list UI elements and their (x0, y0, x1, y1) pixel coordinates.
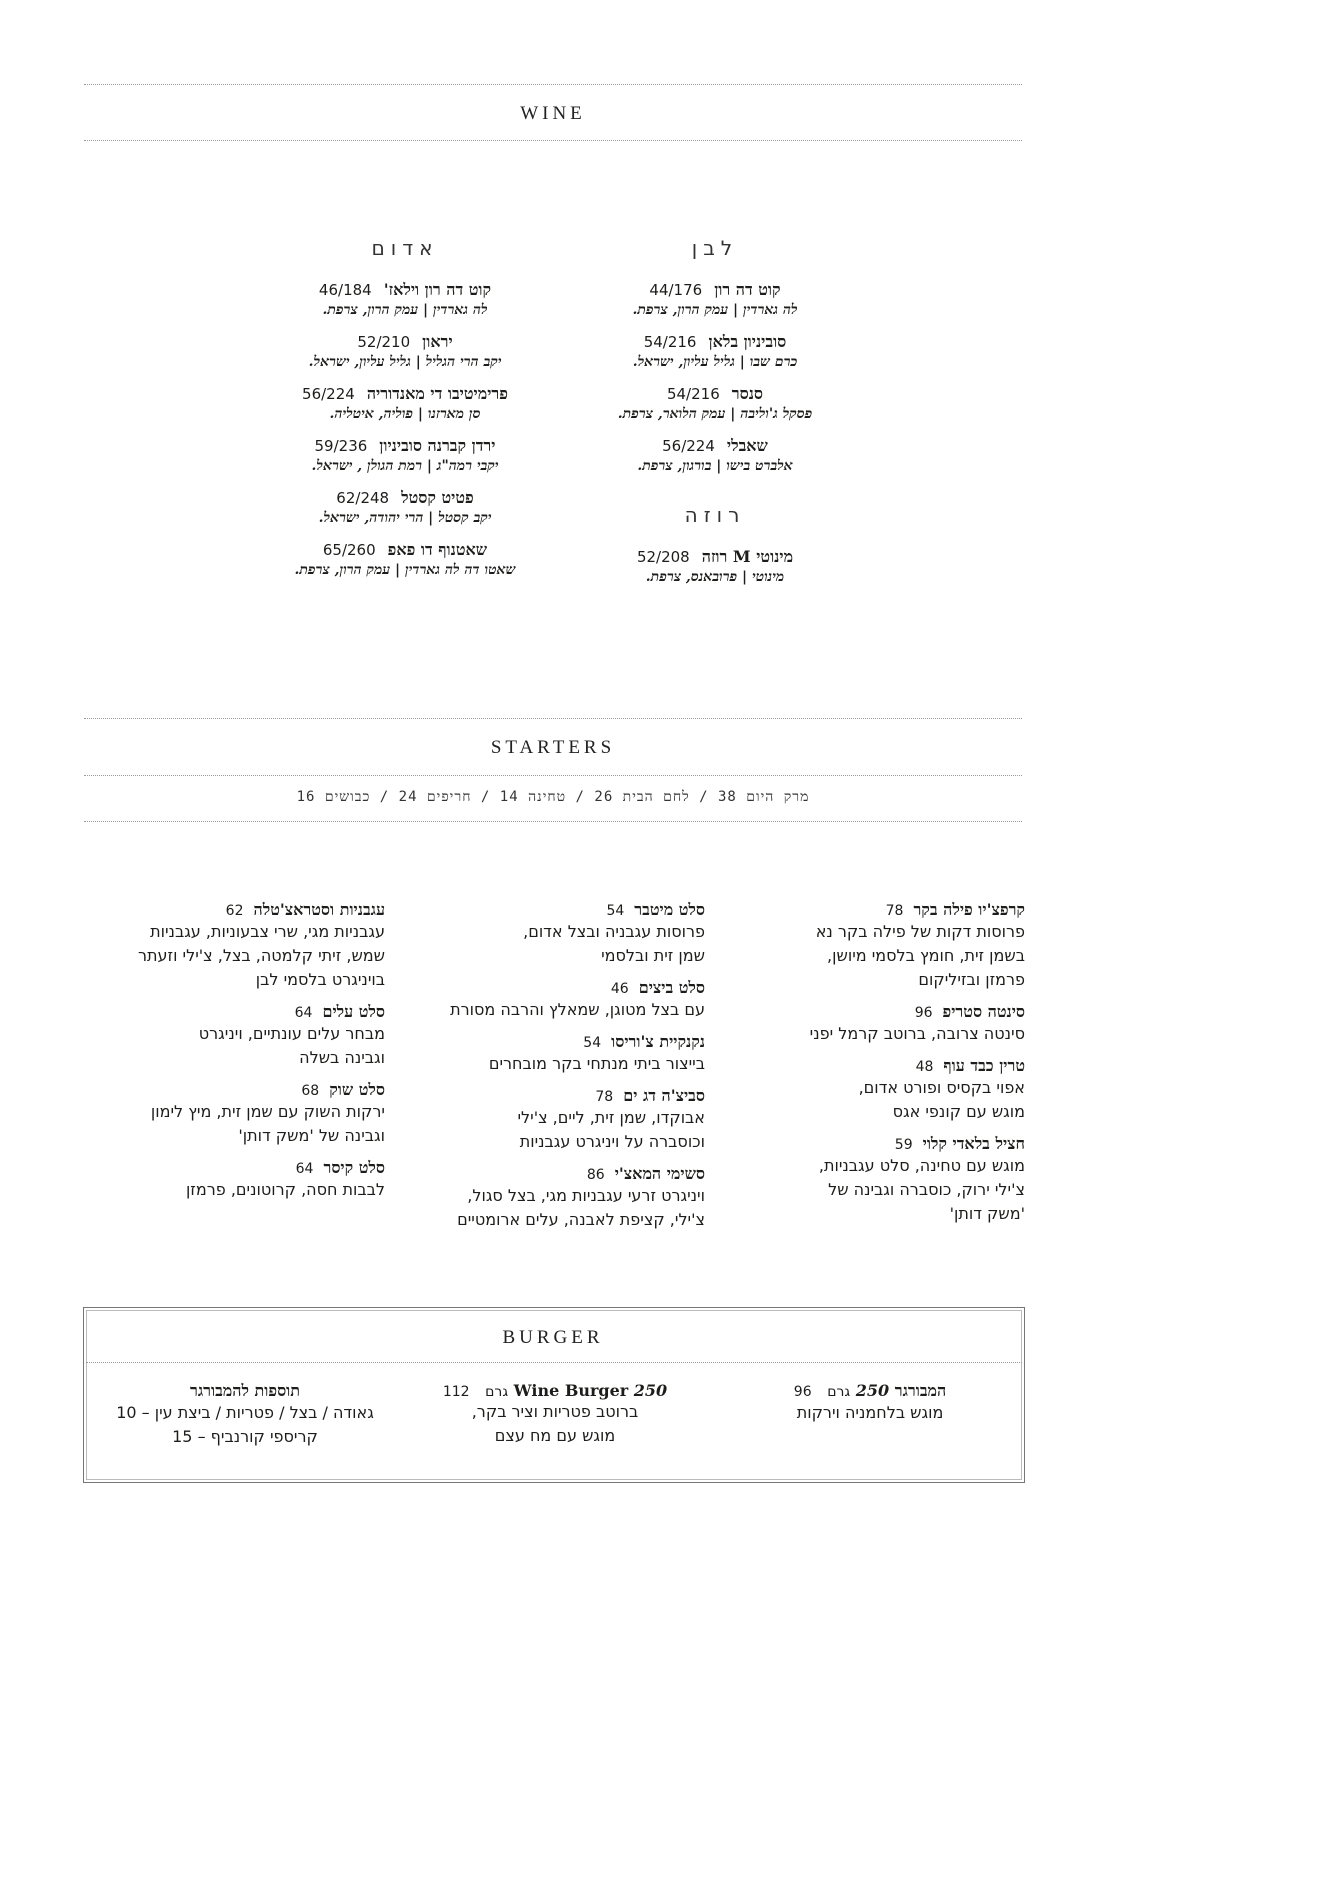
divider (84, 821, 1022, 822)
burger-price: 112 (442, 1384, 470, 1400)
divider (86, 1362, 1022, 1363)
dish-description: צ'ילי, קציפת לאבנה, עלים ארומטיים (457, 1210, 705, 1229)
wine-name: ירדן קברנה סוביניון (379, 436, 496, 455)
dish-description: פרמזן ובזיליקום (918, 970, 1025, 989)
dish-description: שמש, זיתי קלמטה, בצל, צ'ילי וזעתר (137, 946, 385, 965)
dish-name: סביצ'ה דג ים (623, 1086, 705, 1105)
wine-origin: לה גארדין | עמק הרון, צרפת. (322, 302, 488, 318)
dish-item (415, 900, 705, 968)
dish-title (100, 1002, 385, 1022)
wine-item-title (590, 332, 840, 352)
dish-item (760, 900, 1025, 992)
dish-item (100, 900, 385, 992)
wine-item-title (590, 384, 840, 404)
dish-title (100, 1158, 385, 1178)
wine-price: 56/224 (302, 385, 355, 403)
wine-white-heading: לבן (691, 236, 739, 260)
dish-description: ירקות השוק עם שמן זית, מיץ לימון (150, 1102, 385, 1121)
burger-middle (425, 1381, 685, 1448)
wine-item-title (590, 280, 840, 300)
dish-description: אפוי בקסיס ופורט אדום, (858, 1078, 1025, 1097)
dish-item (415, 1032, 705, 1076)
wine-origin: סן מארזנו | פוליה, איטליה. (329, 406, 481, 422)
wine-item (250, 332, 560, 371)
wine-price: 46/184 (318, 281, 372, 299)
dish-name: סלט ביצים (638, 978, 705, 997)
wine-rose-heading: רוזה (684, 503, 746, 527)
dish-price: 54 (583, 1035, 602, 1051)
dish-description: 'משק דותן' (949, 1204, 1025, 1223)
wine-name: שאטנוף דו פאפ (387, 540, 488, 559)
dish-item (415, 1164, 705, 1232)
dish-title (100, 1080, 385, 1100)
wine-name: יראון (422, 332, 453, 351)
dish-description: עם בצל מטוגן, שמאלץ והרבה מסורת (450, 1000, 705, 1019)
wine-price: 52/208 (636, 548, 690, 566)
dish-title (415, 1032, 705, 1052)
dish-description: פרוסות עגבניה ובצל אדום, (523, 922, 705, 941)
wine-price: 44/176 (649, 281, 703, 299)
dish-price: 64 (294, 1005, 313, 1021)
dish-price: 64 (295, 1161, 314, 1177)
wine-price: 62/248 (336, 489, 390, 507)
dish-price: 54 (606, 903, 625, 919)
dish-item (100, 1002, 385, 1070)
dish-item (415, 978, 705, 1022)
dish-name: קרפצ'יו פילה בקר (913, 900, 1025, 919)
dish-name: סלט עלים (322, 1002, 385, 1021)
wine-price: 65/260 (322, 541, 376, 559)
wine-name: סנסר (731, 384, 764, 403)
wine-price: 56/224 (662, 437, 715, 455)
dish-price: 68 (301, 1083, 320, 1099)
dish-price: 78 (595, 1089, 614, 1105)
wine-name: פרימיטיבו די מאנדוריה (366, 384, 508, 403)
divider (84, 84, 1022, 85)
wine-item (590, 547, 840, 586)
burger-desc: מוגש עם מח עצם (494, 1426, 616, 1445)
burger-desc: מוגש בלחמניה וירקות (796, 1403, 944, 1422)
dish-description: בשמן זית, חומץ בלסמי מיושן, (827, 946, 1025, 965)
starters-bar-line: מרק היום 38 / לחם הבית 26 / טחינה 14 / חריפים 24 / כבושים 16 (296, 789, 810, 805)
dish-price: 62 (225, 903, 244, 919)
dish-name: חציל בלאדי קלוי (922, 1134, 1025, 1153)
dish-title (415, 1164, 705, 1184)
dish-name: סלט מיטבר (634, 900, 705, 919)
dish-description: מבחר עלים עונתיים, ויניגרט (198, 1024, 385, 1043)
dish-name: סלט קיסר (323, 1158, 385, 1177)
wine-origin: פסקל ג'וליבה | עמק הלואר, צרפת. (617, 406, 813, 422)
section-title-burger: BURGER (502, 1327, 604, 1348)
wine-name: סוביניון בלאן (708, 332, 787, 351)
wine-item (590, 332, 840, 371)
dish-name: סינטה סטריפ (942, 1002, 1025, 1021)
burger-item-name: המבורגר 250 גרם 96 (793, 1381, 947, 1400)
section-title-wine: WINE (520, 103, 586, 124)
dish-price: 78 (885, 903, 904, 919)
wine-item (590, 280, 840, 319)
dish-name: טרין כבד עוף (943, 1056, 1025, 1075)
burger-extras-title: תוספות להמבורגר (189, 1381, 301, 1400)
dish-description: סינטה צרובה, ברוטב קרמל יפני (809, 1024, 1025, 1043)
burger-extras-line: קריספי קורנביף – 15 (172, 1427, 318, 1446)
dish-item (415, 1086, 705, 1154)
dish-price: 46 (610, 981, 629, 997)
dish-description: צ'ילי ירוק, כוסברה וגבינה של (828, 1180, 1025, 1199)
wine-item (250, 280, 560, 319)
dish-item (760, 1056, 1025, 1124)
wine-name: קוט דה רון וילאז' (383, 280, 492, 299)
dish-description: מוגש עם טחינה, סלט עגבניות, (818, 1156, 1025, 1175)
wine-origin: יקב קסטל | הרי יהודה, ישראל. (318, 510, 492, 526)
wine-name: פטיט קסטל (401, 488, 474, 507)
dish-title (760, 1134, 1025, 1154)
starters-left-column (100, 900, 385, 1212)
section-title-starters: STARTERS (490, 737, 616, 758)
dish-description: וגבינה של 'משק דותן' (238, 1126, 385, 1145)
divider (84, 140, 1022, 141)
dish-price: 59 (894, 1137, 913, 1153)
dish-description: וגבינה בשלה (299, 1048, 385, 1067)
burger-desc: ברוטב פטריות וציר בקר, (471, 1402, 639, 1421)
dish-item (100, 1158, 385, 1202)
dish-name: סשימי המאצ'י (614, 1164, 705, 1183)
wine-price: 54/216 (666, 385, 720, 403)
dish-item (760, 1002, 1025, 1046)
wine-item (250, 540, 560, 579)
wine-origin: יקבי רמה"ג | רמת הגולן , ישראל. (311, 458, 499, 474)
dish-description: וכוסברה על ויניגרט עגבניות (519, 1132, 705, 1151)
dish-title (760, 1002, 1025, 1022)
wine-item-title (590, 436, 840, 456)
divider (84, 775, 1022, 776)
starters-middle-column (415, 900, 705, 1242)
wine-red-heading: אדום (371, 236, 439, 260)
dish-description: בייצור ביתי מנתחי בקר מובחרים (488, 1054, 705, 1073)
wine-item-title (250, 280, 560, 300)
wine-origin: לה גארדין | עמק הרון, צרפת. (632, 302, 798, 318)
dish-description: ויניגרט זרעי עגבניות מגי, בצל סגול, (467, 1186, 705, 1205)
dish-name: סלט שוק (329, 1080, 385, 1099)
dish-title (760, 1056, 1025, 1076)
wine-origin: אלברט בישו | בורגון, צרפת. (637, 458, 793, 474)
wine-origin: יקב הרי הגליל | גליל עליון, ישראל. (308, 354, 502, 370)
wine-red-column (250, 236, 560, 592)
dish-description: בויניגרט בלסמי לבן (255, 970, 385, 989)
wine-price: 52/210 (357, 333, 411, 351)
dish-price: 48 (915, 1059, 934, 1075)
wine-origin: כרם שבו | גליל עליון, ישראל. (632, 354, 798, 370)
dish-name: נקנקיית צ'וריסו (611, 1032, 705, 1051)
dish-title (760, 900, 1025, 920)
wine-name: קוט דה רון (714, 280, 781, 299)
wine-item-title (590, 547, 840, 567)
wine-name: שאבלי (726, 436, 768, 455)
dish-description: שמן זית ובלסמי (601, 946, 705, 965)
dish-item (100, 1080, 385, 1148)
dish-description: מוגש עם קונפי אגס (892, 1102, 1025, 1121)
wine-item (590, 384, 840, 423)
dish-title (415, 978, 705, 998)
wine-item (250, 488, 560, 527)
dish-price: 86 (586, 1167, 605, 1183)
wine-origin: שאטו דה לה גארדין | עמק הרון, צרפת. (294, 562, 516, 578)
dish-description: פרוסות דקות של פילה בקר נא (815, 922, 1025, 941)
divider (84, 718, 1022, 719)
burger-extras-line: גאודה / בצל / פטריות / ביצת עין – 10 (116, 1403, 374, 1422)
dish-name: עגבניות וסטראצ'טלה (253, 900, 385, 919)
wine-item-title (250, 436, 560, 456)
wine-origin: מינוטי | פרובאנס, צרפת. (645, 569, 785, 585)
burger-item-name: Wine Burger 250 גרם 112 (442, 1381, 668, 1400)
wine-name: מינוטי M רוזה (701, 547, 794, 566)
dish-item (760, 1134, 1025, 1226)
burger-price: 96 (793, 1384, 812, 1400)
wine-item (590, 436, 840, 475)
wine-item (250, 436, 560, 475)
wine-price: 54/216 (643, 333, 697, 351)
wine-item-title (250, 488, 560, 508)
burger-left (100, 1381, 390, 1449)
wine-white-column (590, 236, 840, 599)
dish-title (415, 900, 705, 920)
dish-title (415, 1086, 705, 1106)
starters-right-column (760, 900, 1025, 1236)
dish-description: עגבניות מגי, שרי צבעוניות, עגבניות (150, 922, 385, 941)
wine-item-title (250, 332, 560, 352)
wine-price: 59/236 (314, 437, 368, 455)
dish-price: 96 (914, 1005, 933, 1021)
burger-right (760, 1381, 980, 1425)
dish-title (100, 900, 385, 920)
wine-item-title (250, 540, 560, 560)
dish-description: לבבות חסה, קרוטונים, פרמזן (185, 1180, 385, 1199)
dish-description: אבוקדו, שמן זית, ליים, צ'ילי (517, 1108, 705, 1127)
wine-item-title (250, 384, 560, 404)
wine-item (250, 384, 560, 423)
